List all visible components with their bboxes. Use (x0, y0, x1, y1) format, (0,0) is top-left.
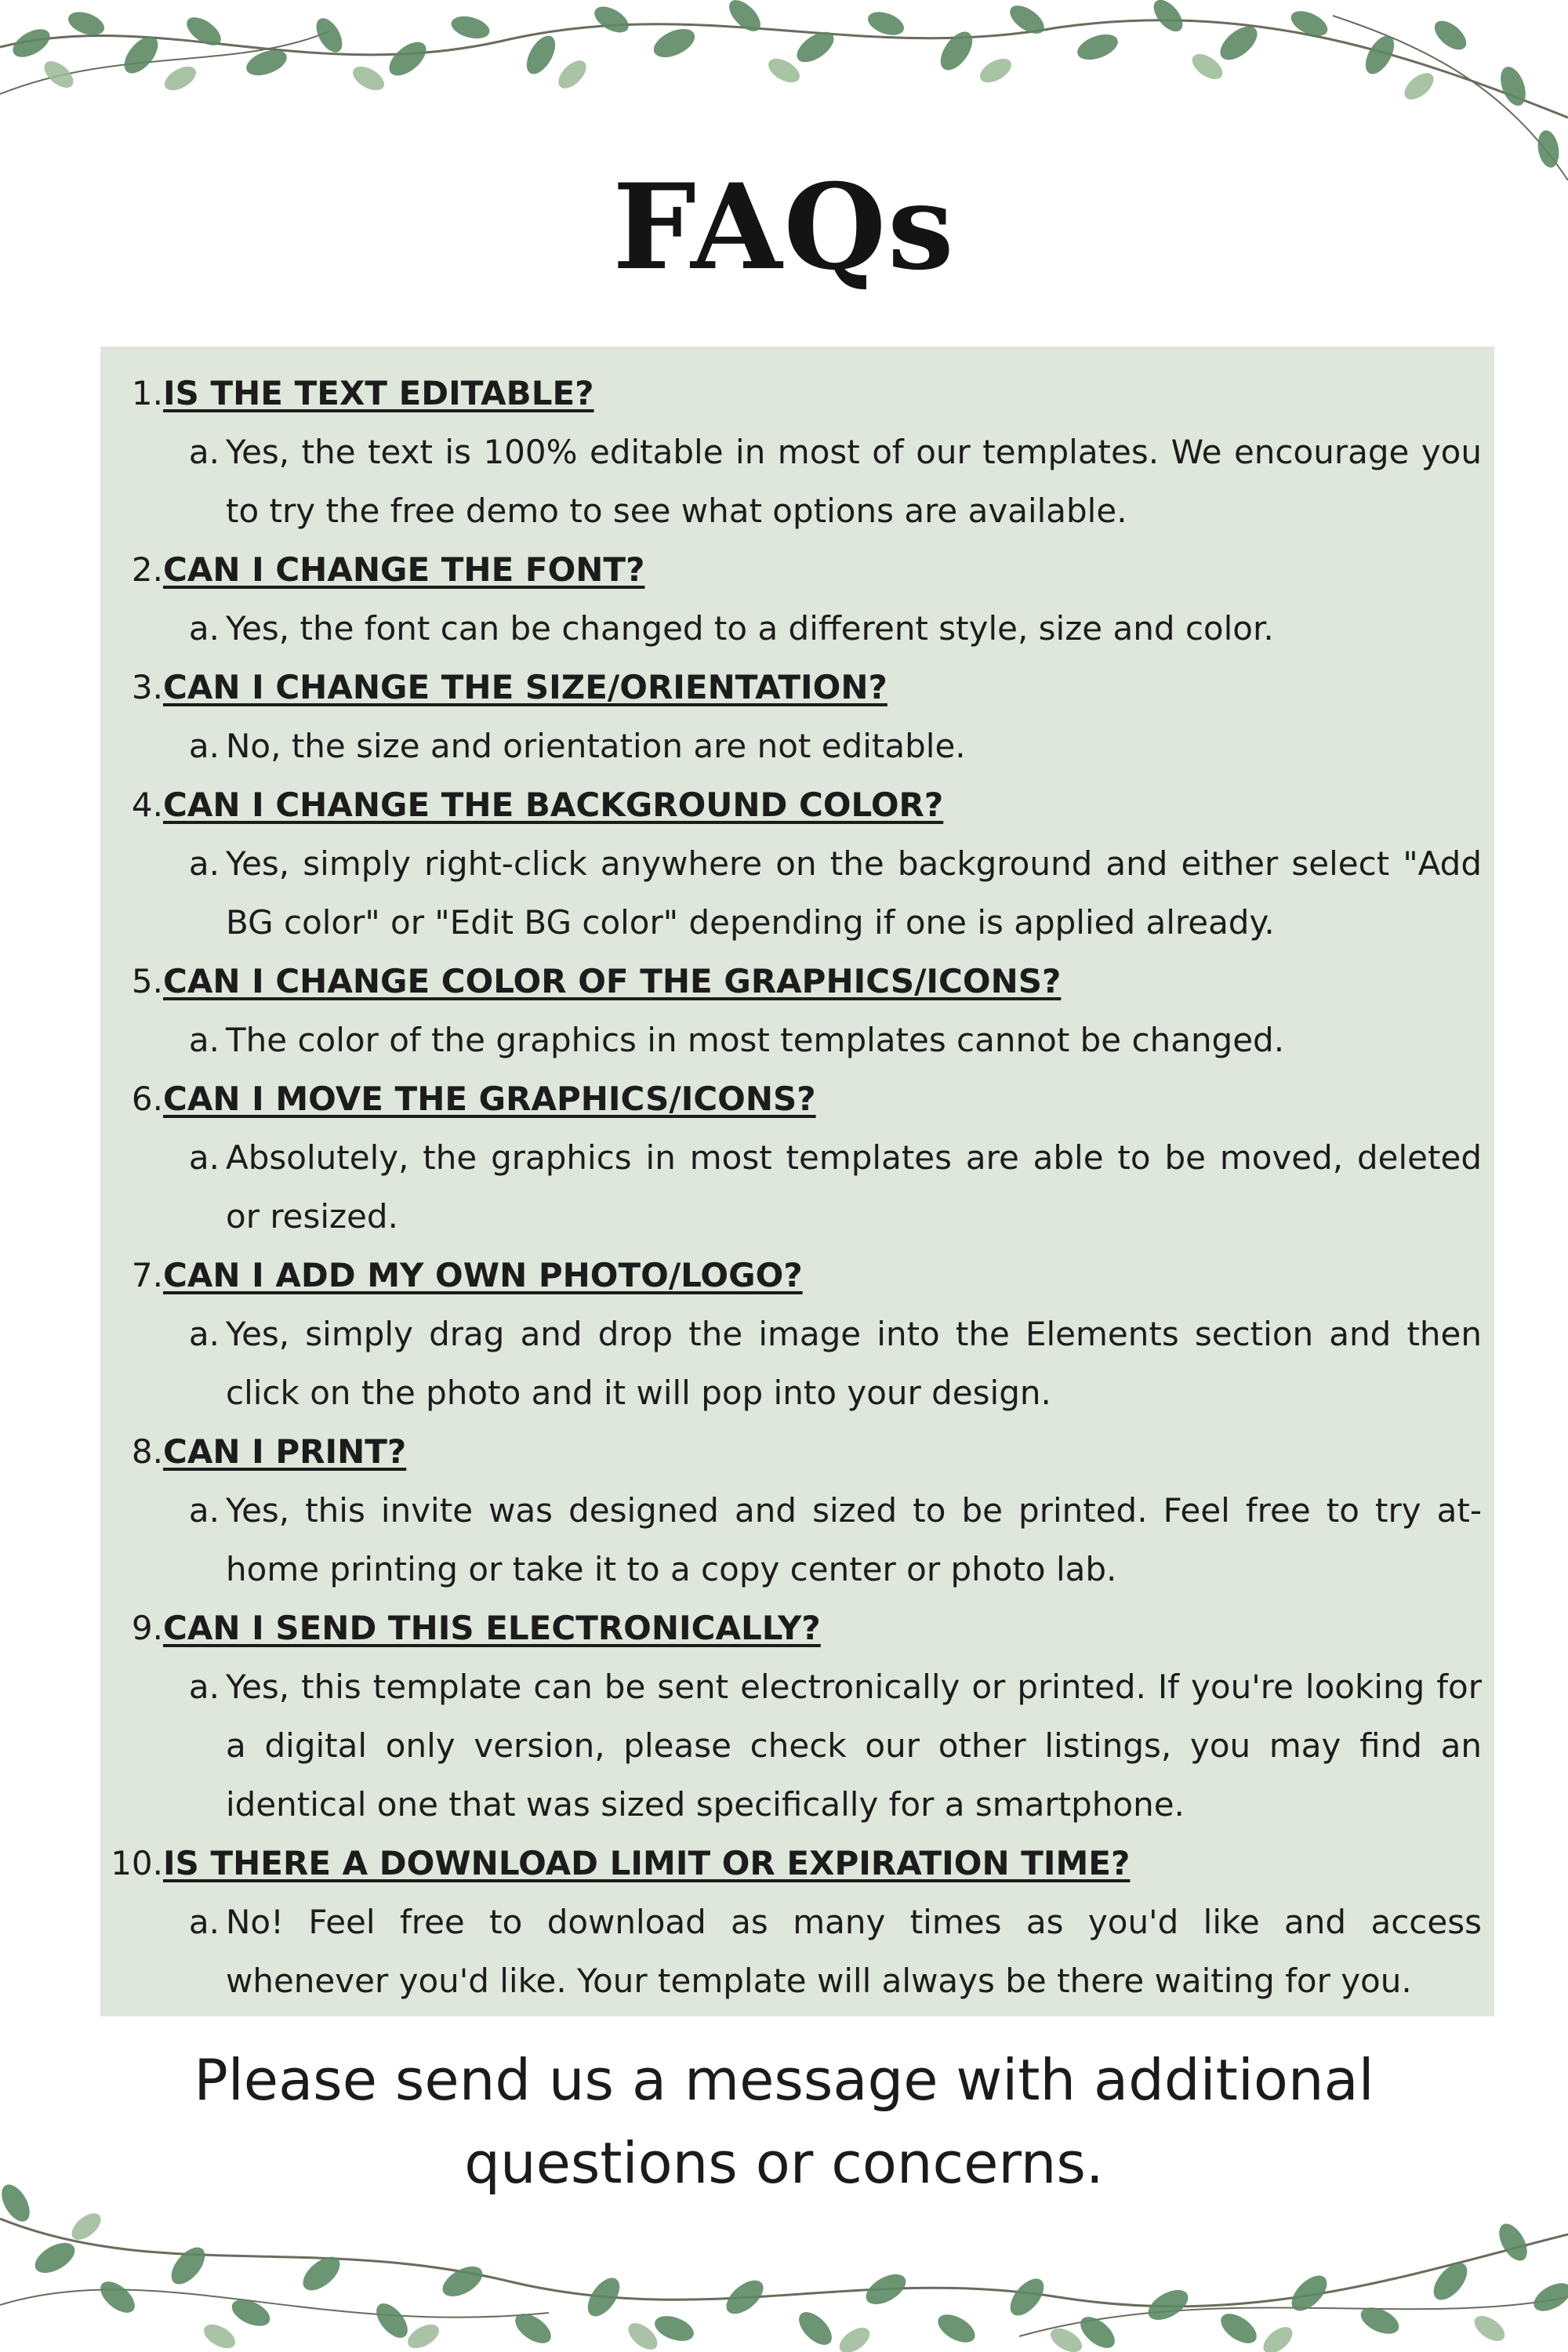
faq-item (100, 658, 1482, 775)
faq-answer-text: No, the size and orientation are not editable. (226, 727, 966, 765)
faq-answer (100, 834, 1482, 952)
faq-question-text: CAN I CHANGE COLOR OF THE GRAPHICS/ICONS? (163, 962, 1062, 1000)
faq-number: 7. (131, 1256, 163, 1294)
faq-number: 10. (111, 1844, 163, 1882)
faq-number: 6. (131, 1080, 163, 1118)
faq-answer-marker: a. (188, 1668, 220, 1706)
faq-answer-text: Yes, simply right-click anywhere on the background and either select "Add BG color" or "Edit BG color" depending if one is applied already. (226, 844, 1482, 942)
faq-item (100, 775, 1482, 952)
faq-number: 1. (131, 374, 163, 412)
faq-item (100, 1069, 1482, 1246)
faq-answer (100, 1128, 1482, 1246)
faq-item (100, 952, 1482, 1069)
faq-question (100, 1246, 1482, 1305)
faq-answer-text: The color of the graphics in most templates cannot be changed. (226, 1021, 1285, 1059)
faq-answer (100, 1305, 1482, 1422)
faq-answer-text: Yes, this invite was designed and sized to be printed. Feel free to try at-home printing or take it to a copy center or photo lab. (226, 1491, 1482, 1588)
page-title: FAQs (612, 158, 956, 296)
faq-item (100, 1246, 1482, 1422)
faq-question-text: CAN I CHANGE THE SIZE/ORIENTATION? (163, 668, 887, 706)
faq-number: 8. (131, 1432, 163, 1471)
faq-answer-marker: a. (188, 609, 220, 648)
faq-question (100, 775, 1482, 834)
faq-answer (100, 717, 1482, 775)
faq-item (100, 1422, 1482, 1599)
faq-number: 3. (131, 668, 163, 706)
faq-answer-text: No! Feel free to download as many times as you'd like and access whenever you'd like. Your template will always be there waiting for you. (226, 1903, 1482, 2000)
faq-answer (100, 1893, 1482, 2010)
footer-line-1: Please send us a message with additional (194, 2047, 1374, 2113)
faq-question-text: IS THERE A DOWNLOAD LIMIT OR EXPIRATION TIME? (163, 1844, 1131, 1882)
faq-question-text: CAN I PRINT? (163, 1432, 407, 1471)
faq-question (100, 952, 1482, 1011)
faq-item (100, 1599, 1482, 1834)
faq-number: 2. (131, 550, 163, 589)
faq-answer-marker: a. (188, 1491, 220, 1530)
faq-answer (100, 1657, 1482, 1834)
faq-answer-marker: a. (188, 844, 220, 883)
faq-question (100, 1069, 1482, 1128)
faq-answer (100, 599, 1482, 658)
faq-answer (100, 423, 1482, 540)
faq-panel (100, 347, 1494, 2016)
faq-answer-text: Absolutely, the graphics in most templates are able to be moved, deleted or resized. (226, 1138, 1482, 1236)
faq-answer-marker: a. (188, 1021, 220, 1059)
faq-question (100, 1834, 1482, 1893)
faq-answer-marker: a. (188, 1138, 220, 1177)
faq-question-text: CAN I CHANGE THE FONT? (163, 550, 645, 589)
faq-answer (100, 1011, 1482, 1069)
faq-answer-text: Yes, the font can be changed to a different style, size and color. (226, 609, 1274, 648)
faq-number: 4. (131, 786, 163, 824)
faq-answer-marker: a. (188, 1903, 220, 1941)
faq-answer-text: Yes, this template can be sent electronically or printed. If you're looking for a digital only version, please check our other listings, you may find an identical one that was sized specifically for a smartphone. (226, 1668, 1482, 1824)
faq-answer-marker: a. (188, 727, 220, 765)
faq-item (100, 1834, 1482, 2010)
faq-answer-text: Yes, the text is 100% editable in most of our templates. We encourage you to try the free demo to see what options are available. (226, 433, 1482, 530)
faq-question-text: CAN I SEND THIS ELECTRONICALLY? (163, 1609, 821, 1647)
faq-number: 9. (131, 1609, 163, 1647)
faq-question (100, 364, 1482, 423)
faq-question-text: CAN I ADD MY OWN PHOTO/LOGO? (163, 1256, 803, 1294)
footer-message (118, 2038, 1450, 2205)
faq-answer-marker: a. (188, 433, 220, 471)
faq-question (100, 1599, 1482, 1657)
faq-item (100, 364, 1482, 540)
faq-question (100, 658, 1482, 717)
faq-question (100, 1422, 1482, 1481)
faq-question-text: IS THE TEXT EDITABLE? (163, 374, 594, 412)
footer-line-2: questions or concerns. (464, 2130, 1104, 2196)
faq-number: 5. (131, 962, 163, 1000)
faq-answer-marker: a. (188, 1315, 220, 1353)
faq-question-text: CAN I MOVE THE GRAPHICS/ICONS? (163, 1080, 816, 1118)
faq-answer-text: Yes, simply drag and drop the image into the Elements section and then click on the photo and it will pop into your design. (226, 1315, 1482, 1412)
faq-question-text: CAN I CHANGE THE BACKGROUND COLOR? (163, 786, 944, 824)
faq-question (100, 540, 1482, 599)
faq-answer (100, 1481, 1482, 1599)
faq-item (100, 540, 1482, 658)
